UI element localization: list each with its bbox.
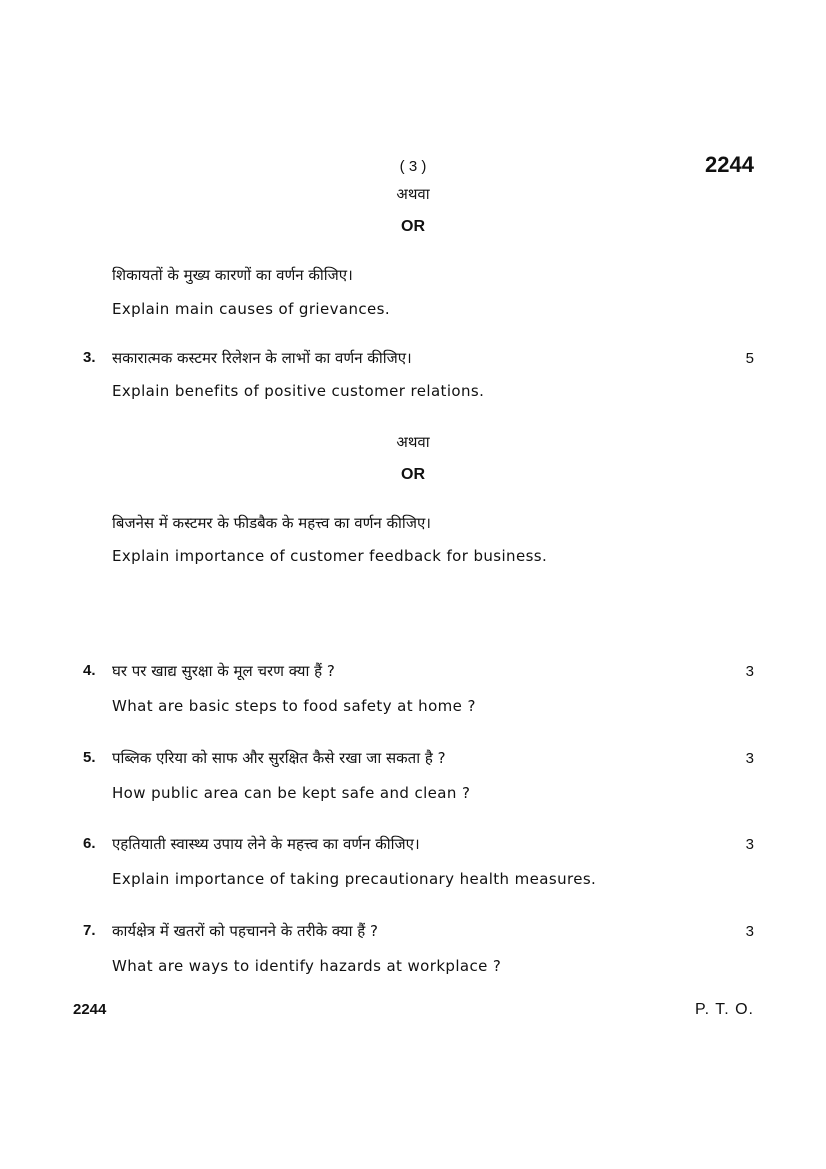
- question-number: 7.: [83, 922, 96, 939]
- question-text-english: Explain main causes of grievances.: [112, 300, 391, 318]
- question-number: 3.: [83, 349, 96, 366]
- page-number: ( 3 ): [399, 158, 427, 175]
- question-text-hindi: कार्यक्षेत्र में खतरों को पहचानने के तरीके क्या हैं ?: [112, 922, 378, 940]
- question-number: 5.: [83, 749, 96, 766]
- question-text-english: How public area can be kept safe and clean ?: [112, 784, 471, 802]
- or-english: OR: [401, 466, 425, 483]
- or-english: OR: [401, 218, 425, 235]
- question-text-hindi: सकारात्मक कस्टमर रिलेशन के लाभों का वर्णन कीजिए।: [112, 349, 412, 367]
- paper-code-header: 2244: [705, 152, 754, 177]
- question-text-hindi: घर पर खाद्य सुरक्षा के मूल चरण क्या हैं ?: [112, 662, 335, 680]
- question-marks: 3: [745, 836, 754, 853]
- question-text-english: Explain importance of taking precautionary health measures.: [112, 870, 597, 888]
- question-marks: 3: [745, 923, 754, 940]
- question-text-english: Explain importance of customer feedback for business.: [112, 547, 548, 565]
- question-text-english: What are basic steps to food safety at home ?: [112, 697, 476, 715]
- or-hindi: अथवा: [396, 433, 430, 451]
- question-text-hindi: शिकायतों के मुख्य कारणों का वर्णन कीजिए।: [112, 266, 353, 284]
- question-number: 4.: [83, 662, 96, 679]
- question-marks: 3: [745, 663, 754, 680]
- question-marks: 5: [745, 350, 754, 367]
- question-text-hindi: बिजनेस में कस्टमर के फीडबैक के महत्त्व का वर्णन कीजिए।: [112, 514, 431, 532]
- question-text-english: Explain benefits of positive customer relations.: [112, 382, 485, 400]
- question-text-english: What are ways to identify hazards at workplace ?: [112, 957, 502, 975]
- pto-label: P. T. O.: [695, 1001, 754, 1018]
- question-text-hindi: एहतियाती स्वास्थ्य उपाय लेने के महत्त्व का वर्णन कीजिए।: [112, 835, 420, 853]
- or-hindi: अथवा: [396, 185, 430, 203]
- question-text-hindi: पब्लिक एरिया को साफ और सुरक्षित कैसे रखा जा सकता है ?: [112, 749, 446, 767]
- paper-code-footer: 2244: [73, 1001, 107, 1018]
- question-number: 6.: [83, 835, 96, 852]
- question-marks: 3: [745, 750, 754, 767]
